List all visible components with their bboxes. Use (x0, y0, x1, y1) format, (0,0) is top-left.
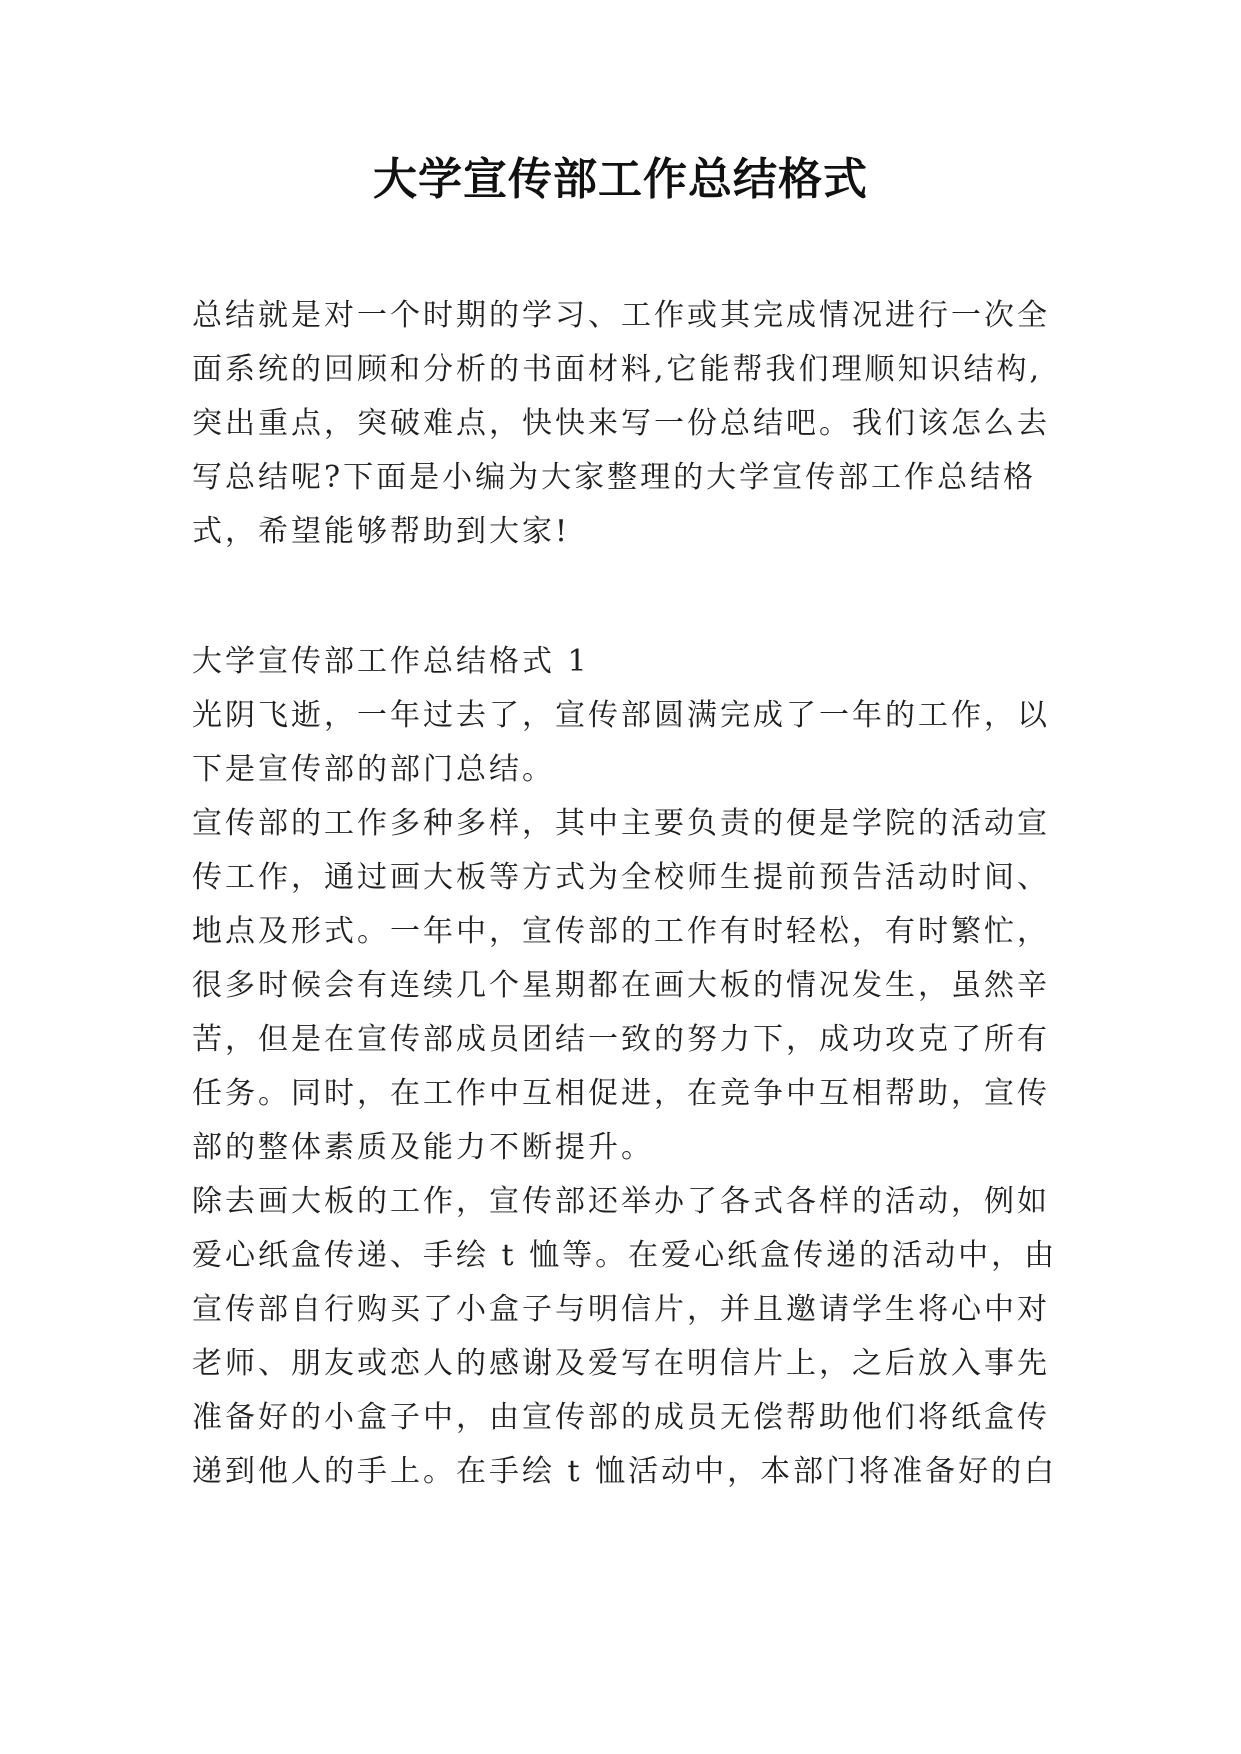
text-line: 准备好的小盒子中，由宣传部的成员无偿帮助他们将纸盒传 (192, 1400, 1050, 1435)
text-line: 递到他人的手上。在手绘 t 恤活动中，本部门将准备好的白 (192, 1454, 1058, 1489)
text-line: 部的整体素质及能力不断提升。 (192, 1130, 654, 1165)
text-line: 突出重点，突破难点，快快来写一份总结吧。我们该怎么去 (192, 406, 1050, 441)
document-title: 大学宣传部工作总结格式 (373, 154, 868, 205)
text-line: 式，希望能够帮助到大家! (192, 514, 571, 549)
text-line: 传工作，通过画大板等方式为全校师生提前预告活动时间、 (192, 860, 1050, 895)
text-line: 除去画大板的工作，宣传部还举办了各式各样的活动，例如 (192, 1184, 1050, 1219)
text-line: 任务。同时，在工作中互相促进，在竞争中互相帮助，宣传 (192, 1076, 1050, 1111)
text-line: 地点及形式。一年中，宣传部的工作有时轻松，有时繁忙， (192, 914, 1050, 949)
text-line: 宣传部的工作多种多样，其中主要负责的便是学院的活动宣 (192, 806, 1050, 841)
text-line: 宣传部自行购买了小盒子与明信片，并且邀请学生将心中对 (192, 1292, 1050, 1327)
text-line: 光阴飞逝，一年过去了，宣传部圆满完成了一年的工作，以 (192, 698, 1050, 733)
text-line: 爱心纸盒传递、手绘 t 恤等。在爱心纸盒传递的活动中，由 (192, 1238, 1058, 1273)
text-line: 总结就是对一个时期的学习、工作或其完成情况进行一次全 (192, 298, 1050, 333)
text-line: 苦，但是在宣传部成员团结一致的努力下，成功攻克了所有 (192, 1022, 1050, 1057)
text-line: 老师、朋友或恋人的感谢及爱写在明信片上，之后放入事先 (192, 1346, 1050, 1381)
text-line: 写总结呢?下面是小编为大家整理的大学宣传部工作总结格 (192, 460, 1037, 495)
section-heading: 大学宣传部工作总结格式 1 (192, 644, 590, 679)
text-line: 下是宣传部的部门总结。 (192, 752, 555, 787)
text-line: 面系统的回顾和分析的书面材料,它能帮我们理顺知识结构, (192, 352, 1043, 387)
text-line: 很多时候会有连续几个星期都在画大板的情况发生，虽然辛 (192, 968, 1050, 1003)
